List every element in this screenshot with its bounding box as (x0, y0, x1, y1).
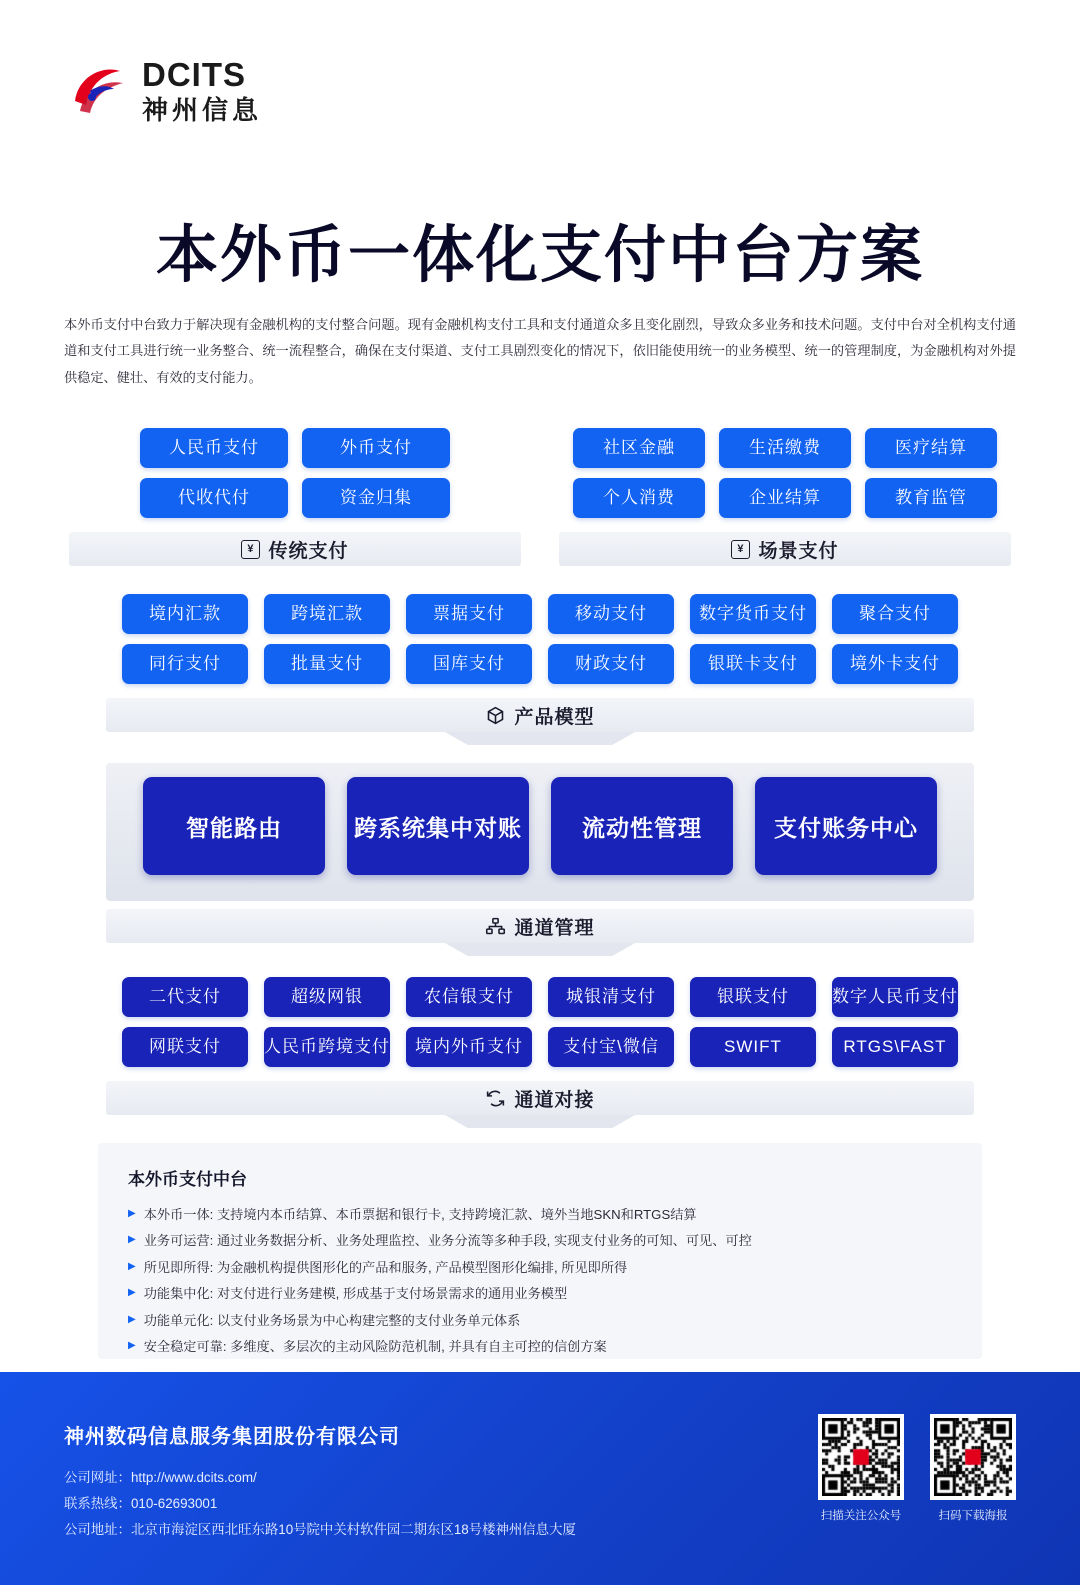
brand-logo-en: DCITS (142, 56, 246, 93)
chip-item[interactable]: 境外卡支付 (832, 644, 958, 684)
chip-item[interactable]: 教育监管 (865, 478, 997, 518)
channel-docking-row-1 (0, 977, 1080, 1017)
card-item[interactable]: 智能路由 (143, 777, 325, 875)
tier-product-model (0, 594, 1080, 732)
shelf-label-text: 传统支付 (268, 540, 349, 562)
triangle-bullet-icon: ▶ (128, 1313, 136, 1325)
shelf-label-text: 产品模型 (514, 706, 595, 728)
page-title: 本外币一体化支付中台方案 (155, 221, 924, 290)
channel-docking-row-2 (0, 1027, 1080, 1067)
chip-item[interactable]: 人民币支付 (140, 428, 288, 468)
summary-bullet-text: 功能集中化: 对支付进行业务建模, 形成基于支付场景需求的通用业务模型 (143, 1286, 568, 1302)
shelf-label-text: 通道对接 (514, 1089, 595, 1111)
summary-bullet-text: 业务可运营: 通过业务数据分析、业务处理监控、业务分流等多种手段, 实现支付业务的可知、可见、可控 (143, 1233, 752, 1249)
tier-channel-docking (0, 977, 1080, 1115)
card-item[interactable]: 跨系统集中对账 (347, 777, 529, 875)
chip-item[interactable]: 国库支付 (406, 644, 532, 684)
shelf-notch (445, 732, 635, 745)
footer-company-name: 神州数码信息服务集团股份有限公司 (64, 1426, 400, 1448)
chip-item[interactable]: 移动支付 (548, 594, 674, 634)
chip-item[interactable]: 资金归集 (302, 478, 450, 518)
chip-item[interactable]: 支付宝\微信 (548, 1027, 674, 1067)
cube-icon (485, 705, 506, 726)
triangle-bullet-icon: ▶ (128, 1287, 136, 1299)
summary-bullet (128, 1334, 952, 1360)
summary-bullet (128, 1202, 952, 1228)
group-traditional-payment (69, 428, 521, 566)
summary-bullet-text: 功能单元化: 以支付业务场景为中心构建完整的支付业务单元体系 (143, 1312, 521, 1328)
chip-item[interactable]: 数字货币支付 (690, 594, 816, 634)
channel-cards (106, 763, 974, 901)
summary-bullet (128, 1228, 952, 1254)
summary-bullet-text: 所见即所得: 为金融机构提供图形化的产品和服务, 产品模型图形化编排, 所见即所得 (143, 1259, 628, 1275)
chip-item[interactable]: 跨境汇款 (264, 594, 390, 634)
brand-logo-text (142, 58, 262, 126)
shelf-channel-management (106, 909, 974, 943)
shelf-label (731, 536, 838, 563)
chip-item[interactable]: 数字人民币支付 (832, 977, 958, 1017)
qr-image (930, 1414, 1016, 1500)
shelf-product-model (106, 698, 974, 732)
group-row (69, 478, 521, 518)
shelf-channel-docking (106, 1081, 974, 1115)
triangle-bullet-icon: ▶ (128, 1234, 136, 1246)
shelf-scenario-payment (559, 532, 1011, 566)
chip-item[interactable]: 企业结算 (719, 478, 851, 518)
group-row (69, 428, 521, 468)
footer (0, 1372, 1080, 1585)
footer-website[interactable]: 公司网址：http://www.dcits.com/ (64, 1470, 257, 1485)
summary-bullet-text: 本外币一体: 支持境内本币结算、本币票据和银行卡, 支持跨境汇款、境外当地SKN和RTGS结算 (143, 1207, 697, 1222)
chip-item[interactable]: 境内外币支付 (406, 1027, 532, 1067)
chip-item[interactable]: RTGS\FAST (832, 1027, 958, 1067)
chip-item[interactable]: 城银清支付 (548, 977, 674, 1017)
card-item[interactable]: 支付账务中心 (755, 777, 937, 875)
footer-qr-codes (818, 1414, 1016, 1523)
summary-bullet-text: 安全稳定可靠: 多维度、多层次的主动风险防范机制, 并具有自主可控的信创方案 (143, 1339, 607, 1355)
footer-address: 公司地址：北京市海淀区西北旺东路10号院中关村软件园二期东区18号楼神州信息大厦 (64, 1522, 576, 1538)
brand-logo-cn: 神州信息 (142, 95, 263, 125)
chip-item[interactable]: 银联支付 (690, 977, 816, 1017)
shelf-label-text: 通道管理 (514, 917, 595, 939)
shelf-notch (445, 943, 635, 956)
yen-square-icon: ¥ (731, 540, 750, 559)
chip-item[interactable]: 外币支付 (302, 428, 450, 468)
triangle-bullet-icon: ▶ (128, 1340, 136, 1352)
group-row (559, 428, 1011, 468)
shelf-label (485, 1085, 594, 1112)
chip-item[interactable]: 银联卡支付 (690, 644, 816, 684)
qr-caption: 扫描关注公众号 (820, 1510, 902, 1522)
summary-panel (98, 1143, 982, 1359)
footer-contact (64, 1420, 576, 1543)
card-item[interactable]: 流动性管理 (551, 777, 733, 875)
group-scenario-payment (559, 428, 1011, 566)
qr-caption: 扫码下载海报 (938, 1510, 1008, 1522)
chip-item[interactable]: 境内汇款 (122, 594, 248, 634)
chip-item[interactable]: 超级网银 (264, 977, 390, 1017)
chip-item[interactable]: 聚合支付 (832, 594, 958, 634)
shelf-label (241, 536, 348, 563)
chip-item[interactable]: 财政支付 (548, 644, 674, 684)
chip-item[interactable]: SWIFT (690, 1027, 816, 1067)
tree-icon (485, 916, 506, 937)
product-model-row-2 (0, 644, 1080, 684)
shelf-label (485, 913, 594, 940)
chip-item[interactable]: 网联支付 (122, 1027, 248, 1067)
chip-item[interactable]: 医疗结算 (865, 428, 997, 468)
shelf-traditional-payment (69, 532, 521, 566)
qr-image (818, 1414, 904, 1500)
tier-channel-management (0, 763, 1080, 943)
dcits-swoosh-logo-icon (68, 61, 130, 123)
summary-bullet (128, 1308, 952, 1334)
triangle-bullet-icon: ▶ (128, 1208, 136, 1219)
chip-item[interactable]: 批量支付 (264, 644, 390, 684)
summary-bullet (128, 1255, 952, 1281)
shelf-label (485, 702, 594, 729)
tier-1-groups (0, 428, 1080, 566)
footer-hotline: 联系热线：010-62693001 (64, 1496, 218, 1512)
intro-paragraph: 本外币支付中台致力于解决现有金融机构的支付整合问题。现有金融机构支付工具和支付通道众多且变化剧烈，导致众多业务和技术问题。支付中台对全机构支付通道和支付工具进行统一业务整合、统一流程整合，确保在支付渠道、支付工具剧烈变化的情况下，依旧能使用统一的业务模型、统一的管理制度，为金融机构对外提供稳定、健壮、有效的支付能力。 (64, 317, 1016, 385)
shelf-label-text: 场景支付 (758, 540, 839, 562)
triangle-bullet-icon: ▶ (128, 1260, 136, 1272)
wechat-official-qr[interactable] (818, 1414, 904, 1523)
summary-title: 本外币支付中台 (128, 1170, 247, 1189)
chip-item[interactable]: 农信银支付 (406, 977, 532, 1017)
brand-logo (68, 58, 262, 126)
shelf-notch (445, 1115, 635, 1128)
sync-icon (485, 1088, 506, 1109)
chip-item[interactable]: 同行支付 (122, 644, 248, 684)
poster-download-qr[interactable] (930, 1414, 1016, 1523)
chip-item[interactable]: 代收代付 (140, 478, 288, 518)
chip-item[interactable]: 二代支付 (122, 977, 248, 1017)
group-row (559, 478, 1011, 518)
chip-item[interactable]: 社区金融 (573, 428, 705, 468)
chip-item[interactable]: 人民币跨境支付 (264, 1027, 390, 1067)
chip-item[interactable]: 个人消费 (573, 478, 705, 518)
yen-square-icon: ¥ (241, 540, 260, 559)
summary-bullet (128, 1281, 952, 1307)
chip-item[interactable]: 票据支付 (406, 594, 532, 634)
product-model-row-1 (0, 594, 1080, 634)
chip-item[interactable]: 生活缴费 (719, 428, 851, 468)
